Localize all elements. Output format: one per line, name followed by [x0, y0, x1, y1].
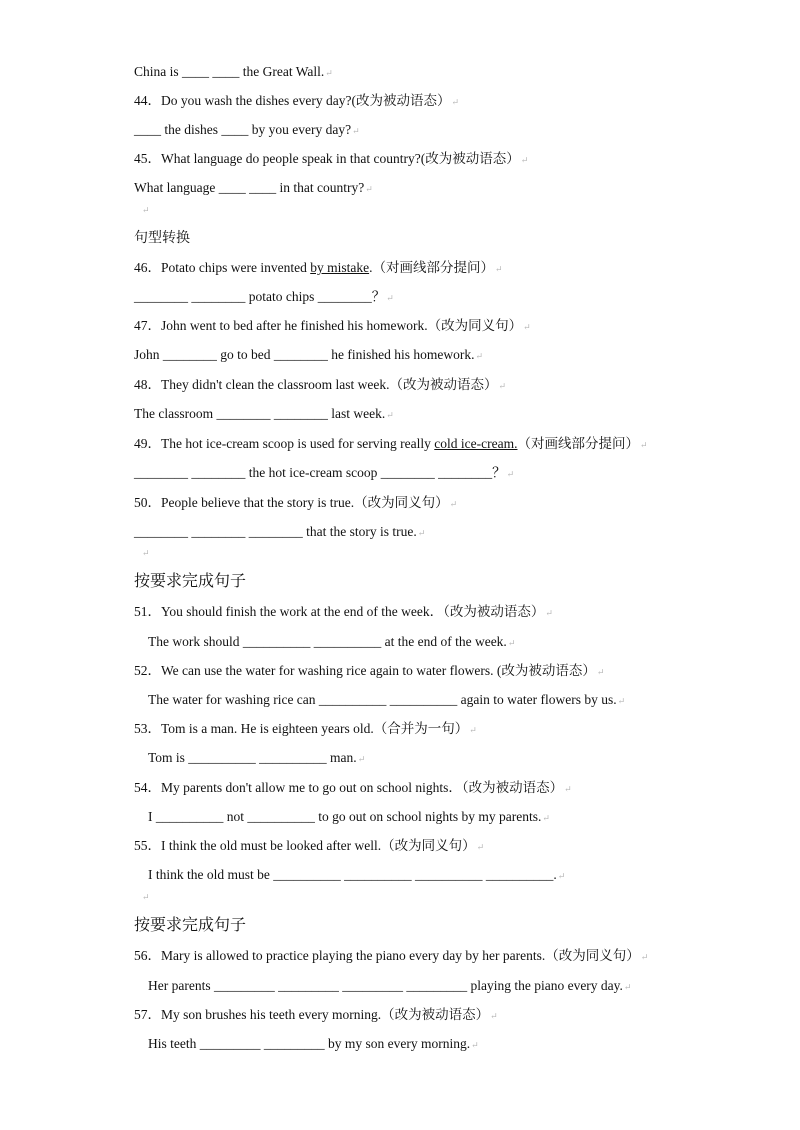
underlined-phrase: by mistake: [310, 260, 370, 275]
question-text: 47．John went to bed after he finished his homework.（改为同义句）: [134, 318, 523, 333]
paragraph-mark-icon: ↵: [352, 126, 360, 136]
question-text: 46．Potato chips were invented: [134, 260, 311, 275]
answer-text: I think the old must be __________ __________ __________ __________.: [148, 867, 557, 882]
answer-line-44: [134, 121, 360, 140]
question-52: [134, 662, 604, 681]
answer-text: John ________ go to bed ________ he finished his homework.: [134, 347, 475, 362]
question-46: [134, 259, 503, 278]
answer-text: The water for washing rice can __________ __________ again to water flowers by us.: [148, 692, 617, 707]
paragraph-mark-icon: ↵: [520, 155, 529, 165]
question-text: 49．The hot ice-cream scoop is used for serving really: [134, 436, 435, 451]
question-44: [134, 92, 459, 111]
question-49: [134, 435, 648, 454]
answer-text: What language ____ ____ in that country?: [134, 180, 365, 195]
underlined-phrase: cold ice-cream.: [434, 436, 518, 451]
paragraph-mark-icon: ↵: [386, 293, 394, 303]
answer-text: ____ the dishes ____ by you every day?: [134, 122, 352, 137]
section-heading-complete-sentences-2: 按要求完成句子: [134, 917, 247, 934]
paragraph-mark-icon: ↵: [469, 725, 477, 735]
question-45: [134, 150, 528, 169]
answer-line-45: [134, 179, 373, 198]
question-51: [134, 603, 553, 622]
paragraph-mark-icon: ↵: [596, 667, 605, 677]
answer-line-47: [134, 346, 483, 365]
question-53: [134, 720, 477, 739]
answer-line-46: [134, 288, 394, 307]
section-heading-complete-sentences: 按要求完成句子: [134, 573, 247, 590]
answer-line-54: [148, 808, 550, 827]
answer-line-43: [134, 63, 333, 82]
paragraph-mark-icon: ↵: [523, 322, 531, 332]
paragraph-mark-icon: ↵: [386, 410, 394, 420]
paragraph-mark-icon: ↵: [640, 952, 649, 962]
paragraph-mark-icon: ↵: [617, 696, 626, 706]
paragraph-mark-icon: ↵: [506, 469, 515, 479]
question-text: 44．Do you wash the dishes every day?(改为被动语态）: [134, 93, 451, 108]
answer-line-52: [148, 691, 625, 710]
empty-paragraph-mark-icon: ↵: [142, 892, 150, 902]
paragraph-mark-icon: ↵: [417, 528, 426, 538]
paragraph-mark-icon: ↵: [623, 982, 632, 992]
paragraph-mark-icon: ↵: [476, 842, 485, 852]
answer-text: ________ ________ potato chips ________？: [134, 289, 386, 304]
paragraph-mark-icon: ↵: [545, 608, 553, 618]
answer-text: Tom is __________ __________ man.: [148, 750, 357, 765]
question-text: 54．My parents don't allow me to go out on school nights．（改为被动语态）: [134, 780, 564, 795]
question-55: [134, 837, 484, 856]
question-text: 53．Tom is a man. He is eighteen years old.（合并为一句）: [134, 721, 469, 736]
paragraph-mark-icon: ↵: [357, 754, 366, 764]
paragraph-mark-icon: ↵: [494, 264, 503, 274]
section-heading-sentence-transform: 句型转换: [134, 231, 190, 246]
paragraph-mark-icon: ↵: [639, 440, 648, 450]
question-text: 56．Mary is allowed to practice playing the piano every day by her parents.（改为同义句）: [134, 948, 640, 963]
question-56: [134, 947, 648, 966]
answer-text: The classroom ________ ________ last week.: [134, 406, 386, 421]
answer-text: ________ ________ the hot ice-cream scoop ________ ________？: [134, 465, 506, 480]
question-text: 55．I think the old must be looked after well.（改为同义句）: [134, 838, 476, 853]
instruction-text: （对画线部分提问）: [517, 436, 639, 451]
paragraph-mark-icon: ↵: [325, 68, 333, 78]
answer-text: I __________ not __________ to go out on school nights by my parents.: [148, 809, 542, 824]
answer-text: China is ____ ____ the Great Wall.: [134, 64, 325, 79]
answer-line-57: [148, 1035, 479, 1054]
paragraph-mark-icon: ↵: [365, 184, 373, 194]
question-47: [134, 317, 531, 336]
answer-text: The work should __________ __________ at the end of the week.: [148, 634, 507, 649]
question-48: [134, 376, 506, 395]
instruction-text: .（对画线部分提问）: [369, 260, 494, 275]
paragraph-mark-icon: ↵: [475, 351, 484, 361]
answer-line-56: [148, 977, 631, 996]
answer-text: His teeth _________ _________ by my son every morning.: [148, 1036, 471, 1051]
answer-line-50: [134, 523, 425, 542]
question-50: [134, 494, 457, 513]
paragraph-mark-icon: ↵: [471, 1040, 479, 1050]
question-57: [134, 1006, 498, 1025]
paragraph-mark-icon: ↵: [557, 871, 566, 881]
empty-paragraph-mark-icon: ↵: [142, 205, 150, 215]
question-text: 48．They didn't clean the classroom last week.（改为被动语态）: [134, 377, 498, 392]
answer-line-48: [134, 405, 394, 424]
empty-paragraph-mark-icon: ↵: [142, 548, 150, 558]
question-54: [134, 779, 572, 798]
answer-line-55: [148, 866, 565, 885]
paragraph-mark-icon: ↵: [490, 1011, 498, 1021]
answer-line-51: [148, 633, 515, 652]
paragraph-mark-icon: ↵: [449, 499, 458, 509]
paragraph-mark-icon: ↵: [498, 381, 507, 391]
paragraph-mark-icon: ↵: [451, 97, 459, 107]
question-text: 52．We can use the water for washing rice again to water flowers. (改为被动语态）: [134, 663, 596, 678]
answer-line-53: [148, 749, 365, 768]
question-text: 51．You should finish the work at the end of the week．（改为被动语态）: [134, 604, 545, 619]
question-text: 57．My son brushes his teeth every morning.（改为被动语态）: [134, 1007, 490, 1022]
answer-text: ________ ________ ________ that the story is true.: [134, 524, 417, 539]
paragraph-mark-icon: ↵: [564, 784, 572, 794]
paragraph-mark-icon: ↵: [542, 813, 550, 823]
question-text: 50．People believe that the story is true.（改为同义句）: [134, 495, 449, 510]
answer-text: Her parents _________ _________ _________ _________ playing the piano every day.: [148, 978, 623, 993]
paragraph-mark-icon: ↵: [507, 638, 516, 648]
question-text: 45．What language do people speak in that country?(改为被动语态）: [134, 151, 520, 166]
answer-line-49: [134, 464, 514, 483]
